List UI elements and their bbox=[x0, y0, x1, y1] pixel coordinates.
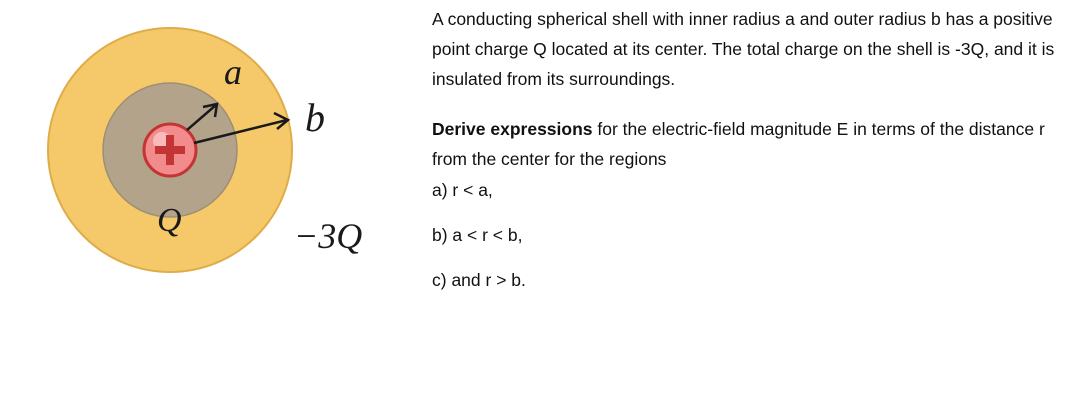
point-charge bbox=[144, 124, 196, 176]
label-inner-radius: a bbox=[224, 52, 242, 92]
problem-text bbox=[432, 4, 1062, 315]
region-item: c) and r > b. bbox=[432, 270, 526, 290]
label-outer-radius: b bbox=[305, 95, 325, 140]
shell-drawing bbox=[0, 0, 420, 415]
region-item: a) r < a, bbox=[432, 180, 493, 200]
shell-diagram bbox=[0, 0, 420, 415]
task-rest: for the electric-field magnitude E in terms of the distance r from the center for the regions bbox=[432, 119, 1045, 169]
regions-list bbox=[432, 180, 1062, 290]
region-item: b) a < r < b, bbox=[432, 225, 523, 245]
task-bold: Derive expressions bbox=[432, 119, 593, 139]
task-instruction bbox=[432, 114, 1062, 174]
label-point-charge: Q bbox=[157, 202, 182, 239]
label-shell-charge: −3Q bbox=[294, 216, 363, 256]
problem-statement: A conducting spherical shell with inner radius a and outer radius b has a positive point charge Q located at its center. The total charge on the shell is -3Q, and it is insulated from its surroundings. bbox=[432, 9, 1055, 89]
